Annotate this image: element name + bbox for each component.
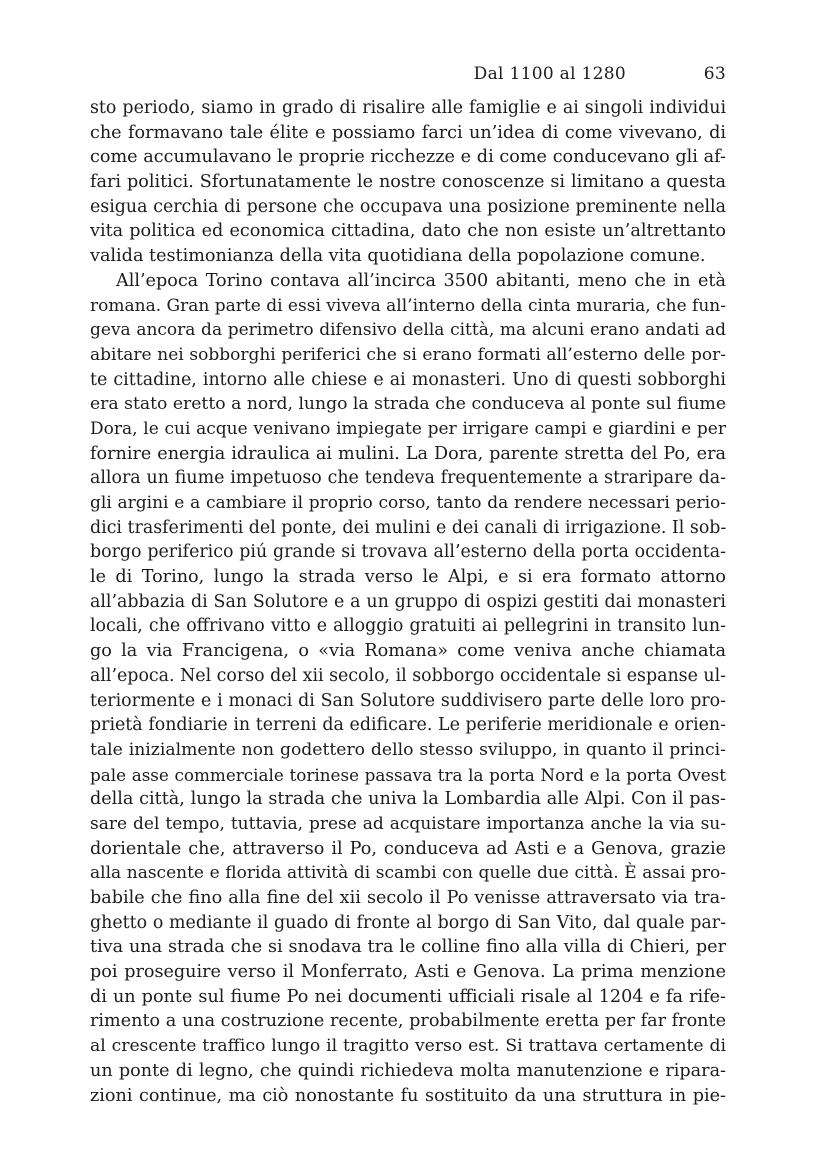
- text-line: allora un fiume impetuoso che tendeva frequentemente a straripare da-: [90, 468, 726, 489]
- text-line: alla nascente e florida attività di scambi con quelle due città. È assai pro-: [90, 863, 726, 884]
- text-line: pale asse commerciale torinese passava tra la porta Nord e la porta Ovest: [90, 764, 726, 785]
- text-line: fari politici. Sfortunatamente le nostre conoscenze si limitano a questa: [90, 172, 726, 193]
- text-line: di un ponte sul fiume Po nei documenti ufficiali risale al 1204 e fa rife-: [90, 986, 726, 1007]
- text-line: All’epoca Torino contava all’incirca 3500 abitanti, meno che in età: [116, 270, 726, 291]
- text-line: sto periodo, siamo in grado di risalire alle famiglie e ai singoli individui: [90, 98, 726, 118]
- text-line: tale inizialmente non godettero dello stesso sviluppo, in quanto il princi-: [90, 739, 726, 760]
- text-line: che formavano tale élite e possiamo farci un’idea di come vivevano, di: [90, 122, 726, 143]
- text-line: esigua cerchia di persone che occupava una posizione preminente nella: [90, 196, 726, 217]
- text-line: sare del tempo, tuttavia, prese ad acquistare importanza anche la via su-: [90, 813, 726, 834]
- text-line: dorientale che, attraverso il Po, conduceva ad Asti e a Genova, grazie: [90, 838, 726, 859]
- text-line: go la via Francigena, o «via Romana» come veniva anche chiamata: [90, 641, 726, 662]
- text-line: della città, lungo la strada che univa la Lombardia alle Alpi. Con il pas-: [90, 789, 726, 810]
- text-line: gli argini e a cambiare il proprio corso, tanto da rendere necessari perio-: [90, 493, 726, 513]
- text-line: romana. Gran parte di essi viveva all’interno della cinta muraria, che fun-: [90, 295, 726, 316]
- text-line: borgo periferico piú grande si trovava all’esterno della porta occidenta-: [90, 542, 726, 563]
- text-line: rimento a una costruzione recente, probabilmente eretta per far fronte: [90, 1011, 726, 1032]
- text-line: ghetto o mediante il guado di fronte al borgo di San Vito, dal quale par-: [90, 912, 726, 933]
- text-line: tiva una strada che si snodava tra le colline fino alla villa di Chieri, per: [90, 937, 726, 958]
- text-line: come accumulavano le proprie ricchezze e di come conducevano gli af-: [90, 147, 726, 168]
- text-line: fornire energia idraulica ai mulini. La Dora, parente stretta del Po, era: [90, 443, 726, 464]
- running-header: [90, 64, 726, 90]
- text-line: le di Torino, lungo la strada verso le Alpi, e si era formato attorno: [90, 567, 726, 588]
- text-line: babile che fino alla fine del xii secolo il Po venisse attraversato via tra-: [90, 888, 726, 908]
- text-line: un ponte di legno, che quindi richiedeva molta manutenzione e ripara-: [90, 1060, 726, 1081]
- text-line: Dora, le cui acque venivano impiegate per irrigare campi e giardini e per: [90, 418, 726, 439]
- text-line: abitare nei sobborghi periferici che si erano formati all’esterno delle por-: [90, 344, 726, 365]
- body-text: [90, 96, 726, 1108]
- text-line: all’abbazia di San Solutore e a un gruppo di ospizi gestiti dai monasteri: [90, 591, 726, 612]
- text-line: locali, che offrivano vitto e alloggio gratuiti ai pellegrini in transito lun-: [90, 616, 726, 637]
- text-line: al crescente traffico lungo il tragitto verso est. Si trattava certamente di: [90, 1036, 726, 1057]
- text-line: dici trasferimenti del ponte, dei mulini e dei canali di irrigazione. Il sob-: [90, 517, 727, 538]
- page-number: 63: [703, 64, 726, 84]
- running-title: Dal 1100 al 1280: [473, 64, 626, 84]
- text-line: zioni continue, ma ciò nonostante fu sostituito da una struttura in pie-: [90, 1085, 726, 1106]
- text-line: teriormente e i monaci di San Solutore suddivisero parte delle loro pro-: [90, 690, 726, 711]
- text-line: geva ancora da perimetro difensivo della città, ma alcuni erano andati ad: [90, 320, 726, 341]
- text-line: poi proseguire verso il Monferrato, Asti e Genova. La prima menzione: [90, 962, 726, 983]
- text-line: vita politica ed economica cittadina, dato che non esiste un’altrettanto: [90, 221, 726, 242]
- text-line: te cittadine, intorno alle chiese e ai monasteri. Uno di questi sobborghi: [90, 369, 726, 390]
- text-line: era stato eretto a nord, lungo la strada che conduceva al ponte sul fiume: [90, 394, 726, 415]
- text-line: all’epoca. Nel corso del xii secolo, il sobborgo occidentale si espanse ul-: [90, 665, 727, 686]
- text-line: valida testimonianza della vita quotidiana della popolazione comune.: [90, 246, 706, 267]
- text-line: prietà fondiarie in terreni da edificare. Le periferie meridionale e orien-: [90, 715, 726, 736]
